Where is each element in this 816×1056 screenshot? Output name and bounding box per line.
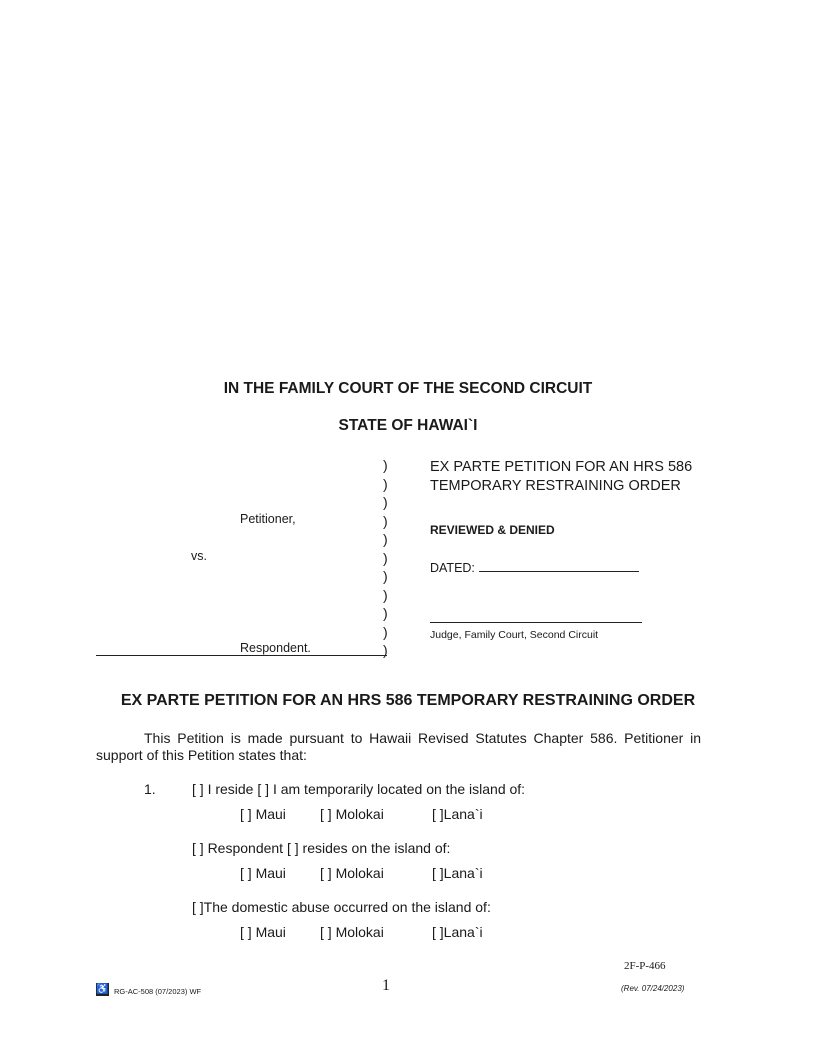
- caption-paren: ): [383, 475, 388, 492]
- revision-date: (Rev. 07/24/2023): [621, 984, 685, 993]
- maui-checkbox[interactable]: [ ]: [240, 924, 252, 940]
- abuse-island-molokai[interactable]: [320, 924, 384, 940]
- respondent-checkbox[interactable]: [ ]: [192, 840, 204, 856]
- vs-label: vs.: [191, 549, 207, 563]
- caption-paren: ): [383, 605, 388, 621]
- abuse-island-lanai[interactable]: [432, 924, 483, 940]
- dated-label: DATED:: [430, 561, 475, 575]
- maui-label: Maui: [255, 865, 286, 881]
- caption-title-line1: EX PARTE PETITION FOR AN HRS 586: [430, 459, 693, 475]
- petitioner-island-lanai[interactable]: [432, 806, 483, 822]
- reside-label: I reside: [207, 781, 254, 797]
- lanai-checkbox[interactable]: [ ]: [432, 924, 444, 940]
- page-number: 1: [382, 977, 390, 994]
- lanai-label: Lana`i: [443, 806, 483, 822]
- caption-paren: ): [383, 494, 388, 510]
- caption-paren: ): [383, 549, 388, 566]
- judge-label: Judge, Family Court, Second Circuit: [430, 629, 599, 641]
- molokai-label: Molokai: [335, 806, 384, 822]
- molokai-label: Molokai: [335, 865, 384, 881]
- intro-paragraph: This Petition is made pursuant to Hawaii Revised Statutes Chapter 586. Petitioner in support of this Petition states that:: [96, 730, 701, 763]
- respondent-resides-label: resides on the island of:: [302, 840, 451, 856]
- caption-paren: ): [383, 512, 388, 529]
- abuse-island-row: [192, 899, 491, 915]
- respondent-name-line[interactable]: [96, 655, 387, 656]
- petitioner-island-molokai[interactable]: [320, 806, 384, 822]
- maui-label: Maui: [255, 924, 286, 940]
- petitioner-island-maui[interactable]: [240, 806, 286, 822]
- caption-paren: ): [383, 642, 388, 658]
- respondent-label: Respondent.: [240, 641, 311, 655]
- respondent-island-lanai[interactable]: [432, 865, 483, 881]
- dated-field[interactable]: [479, 559, 639, 572]
- item1-reside-row: [192, 781, 525, 797]
- molokai-checkbox[interactable]: [ ]: [320, 806, 332, 822]
- court-title: IN THE FAMILY COURT OF THE SECOND CIRCUIT: [223, 380, 593, 397]
- caption-title-line2: TEMPORARY RESTRAINING ORDER: [430, 478, 681, 494]
- caption-paren: ): [383, 531, 388, 547]
- caption-paren: ): [383, 623, 388, 640]
- molokai-label: Molokai: [335, 924, 384, 940]
- petitioner-label: Petitioner,: [240, 512, 296, 526]
- abuse-label: The domestic abuse occurred on the island of:: [203, 899, 491, 915]
- judge-signature-line[interactable]: [430, 622, 642, 623]
- abuse-island-maui[interactable]: [240, 924, 286, 940]
- abuse-checkbox[interactable]: [ ]: [192, 899, 204, 915]
- respondent-island-molokai[interactable]: [320, 865, 384, 881]
- lanai-checkbox[interactable]: [ ]: [432, 806, 444, 822]
- temp-located-label: I am temporarily located on the island of:: [272, 781, 526, 797]
- caption-paren: ): [383, 457, 388, 473]
- caption-document-title: [430, 458, 730, 496]
- lanai-checkbox[interactable]: [ ]: [432, 865, 444, 881]
- respondent-resides-row: [192, 840, 450, 856]
- state-title: STATE OF HAWAI`I: [338, 417, 478, 434]
- temp-located-checkbox[interactable]: [ ]: [257, 781, 270, 797]
- reside-checkbox[interactable]: [ ]: [192, 781, 204, 797]
- molokai-checkbox[interactable]: [ ]: [320, 865, 332, 881]
- petition-title: EX PARTE PETITION FOR AN HRS 586 TEMPORARY RESTRAINING ORDER: [120, 692, 696, 709]
- molokai-checkbox[interactable]: [ ]: [320, 924, 332, 940]
- respondent-label-text: Respondent: [207, 840, 284, 856]
- lanai-label: Lana`i: [443, 924, 483, 940]
- dated-row: [430, 559, 639, 575]
- form-code: 2F-P-466: [624, 960, 666, 972]
- item-number: 1.: [144, 781, 156, 797]
- maui-checkbox[interactable]: [ ]: [240, 865, 252, 881]
- caption-paren: ): [383, 568, 388, 584]
- caption-paren: ): [383, 586, 388, 603]
- lanai-label: Lana`i: [443, 865, 483, 881]
- respondent-resides-checkbox[interactable]: [ ]: [286, 840, 299, 856]
- respondent-island-maui[interactable]: [240, 865, 286, 881]
- maui-label: Maui: [255, 806, 286, 822]
- maui-checkbox[interactable]: [ ]: [240, 806, 252, 822]
- form-id: RG-AC-508 (07/2023) WF: [114, 987, 202, 996]
- reviewed-denied-label: REVIEWED & DENIED: [430, 523, 555, 537]
- wheelchair-icon: ♿: [96, 984, 109, 995]
